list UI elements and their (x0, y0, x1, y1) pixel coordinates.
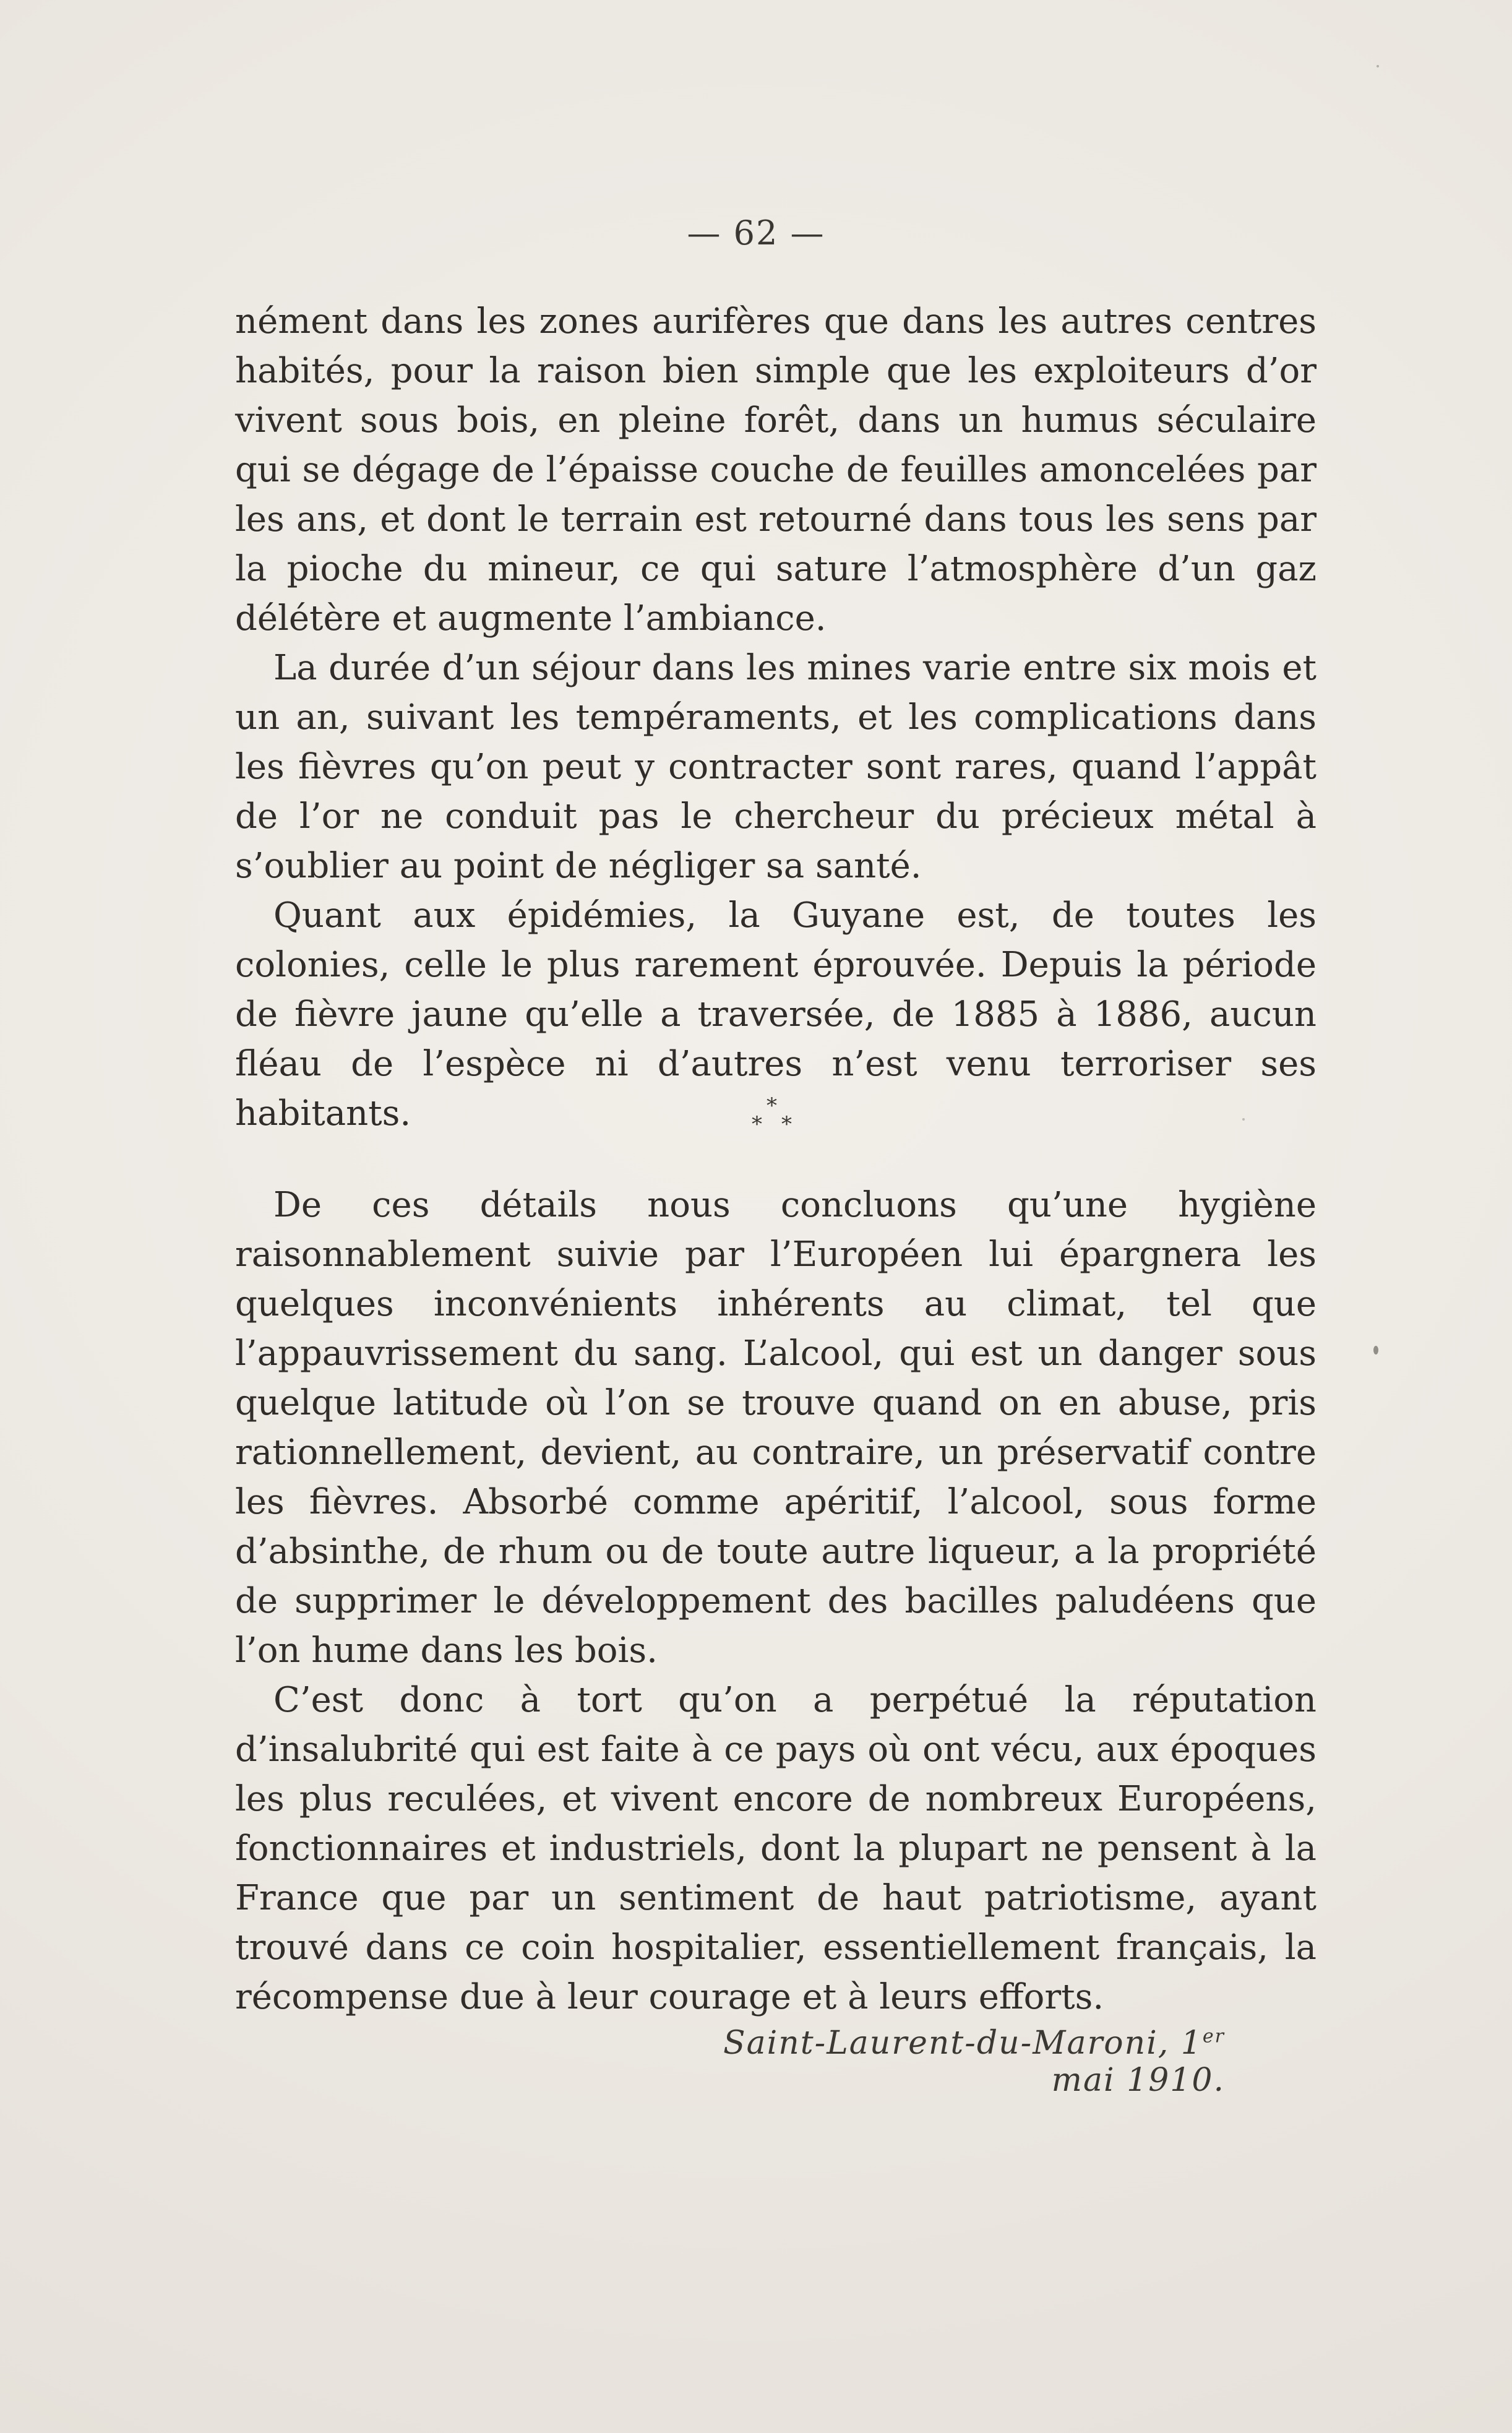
ink-speck (1377, 65, 1379, 67)
ink-speck (1373, 1346, 1378, 1354)
signature-place: Saint-Laurent-du-Maroni, (723, 2025, 1170, 2062)
signature-day-suffix: er (1202, 2025, 1225, 2048)
asterism-star: * (767, 1093, 777, 1118)
paragraph: De ces détails nous concluons qu’une hygiène raisonnablement suivie par l’Européen lui épargnera les quelques inconvénients inhérents au climat, tel que l’appauvrissement du sang. L’alcool, qui est un danger sous quelque latitude où l’on se trouve quand on en abuse, pris rationnellement, devient, au contraire, un préservatif contre les fièvres. Absorbé comme apéritif, l’alcool, sous forme d’absinthe, de rhum ou de toute autre liqueur, a la propriété de supprimer le développement des bacilles paludéens que l’on hume dans les bois. (235, 1185, 1317, 1671)
asterism-star: * (781, 1112, 792, 1137)
signature-month-year: mai 1910. (1051, 2062, 1225, 2099)
paragraph: Quant aux épidémies, la Guyane est, de toutes les colonies, celle le plus rarement éprouvée. Depuis la période de fièvre jaune qu’elle a traversée, de 1885 à 1886, aucun fléau de l’espèce ni d’autres n’est venu terroriser ses habitants. (235, 895, 1317, 1134)
text-block-lower (235, 1181, 1317, 2022)
page-number: — 62 — (687, 213, 825, 252)
paragraph: C’est donc à tort qu’on a perpétué la réputation d’insalubrité qui est faite à ce pays où ont vécu, aux époques les plus reculées, et vivent encore de nombreux Européens, fonctionnaires et industriels, dont la plupart ne pensent à la France que par un sentiment de haut patriotisme, ayant trouvé dans ce coin hospitalier, essentiellement français, la récompense due à leur courage et à leurs efforts. (235, 1680, 1317, 2017)
asterism-separator (752, 1095, 795, 1139)
paragraph: nément dans les zones aurifères que dans les autres centres habités, pour la raison bien simple que les exploiteurs d’or vivent sous bois, en pleine forêt, dans un humus séculaire qui se dégage de l’épaisse couche de feuilles amoncelées par les ans, et dont le terrain est retourné dans tous les sens par la pioche du mineur, ce qui sature l’atmosphère d’un gaz délétère et augmente l’ambiance. (235, 301, 1317, 639)
paragraph: La durée d’un séjour dans les mines varie entre six mois et un an, suivant les tempéraments, et les complications dans les fièvres qu’on peut y contracter sont rares, quand l’appât de l’or ne conduit pas le chercheur du précieux métal à s’oublier au point de négliger sa santé. (235, 648, 1317, 886)
signature-day: 1 (1180, 2025, 1203, 2062)
asterism-star: * (752, 1112, 762, 1137)
text-block-upper (235, 297, 1317, 1139)
ink-speck (1242, 1118, 1245, 1121)
place-date-signature (656, 2025, 1225, 2099)
